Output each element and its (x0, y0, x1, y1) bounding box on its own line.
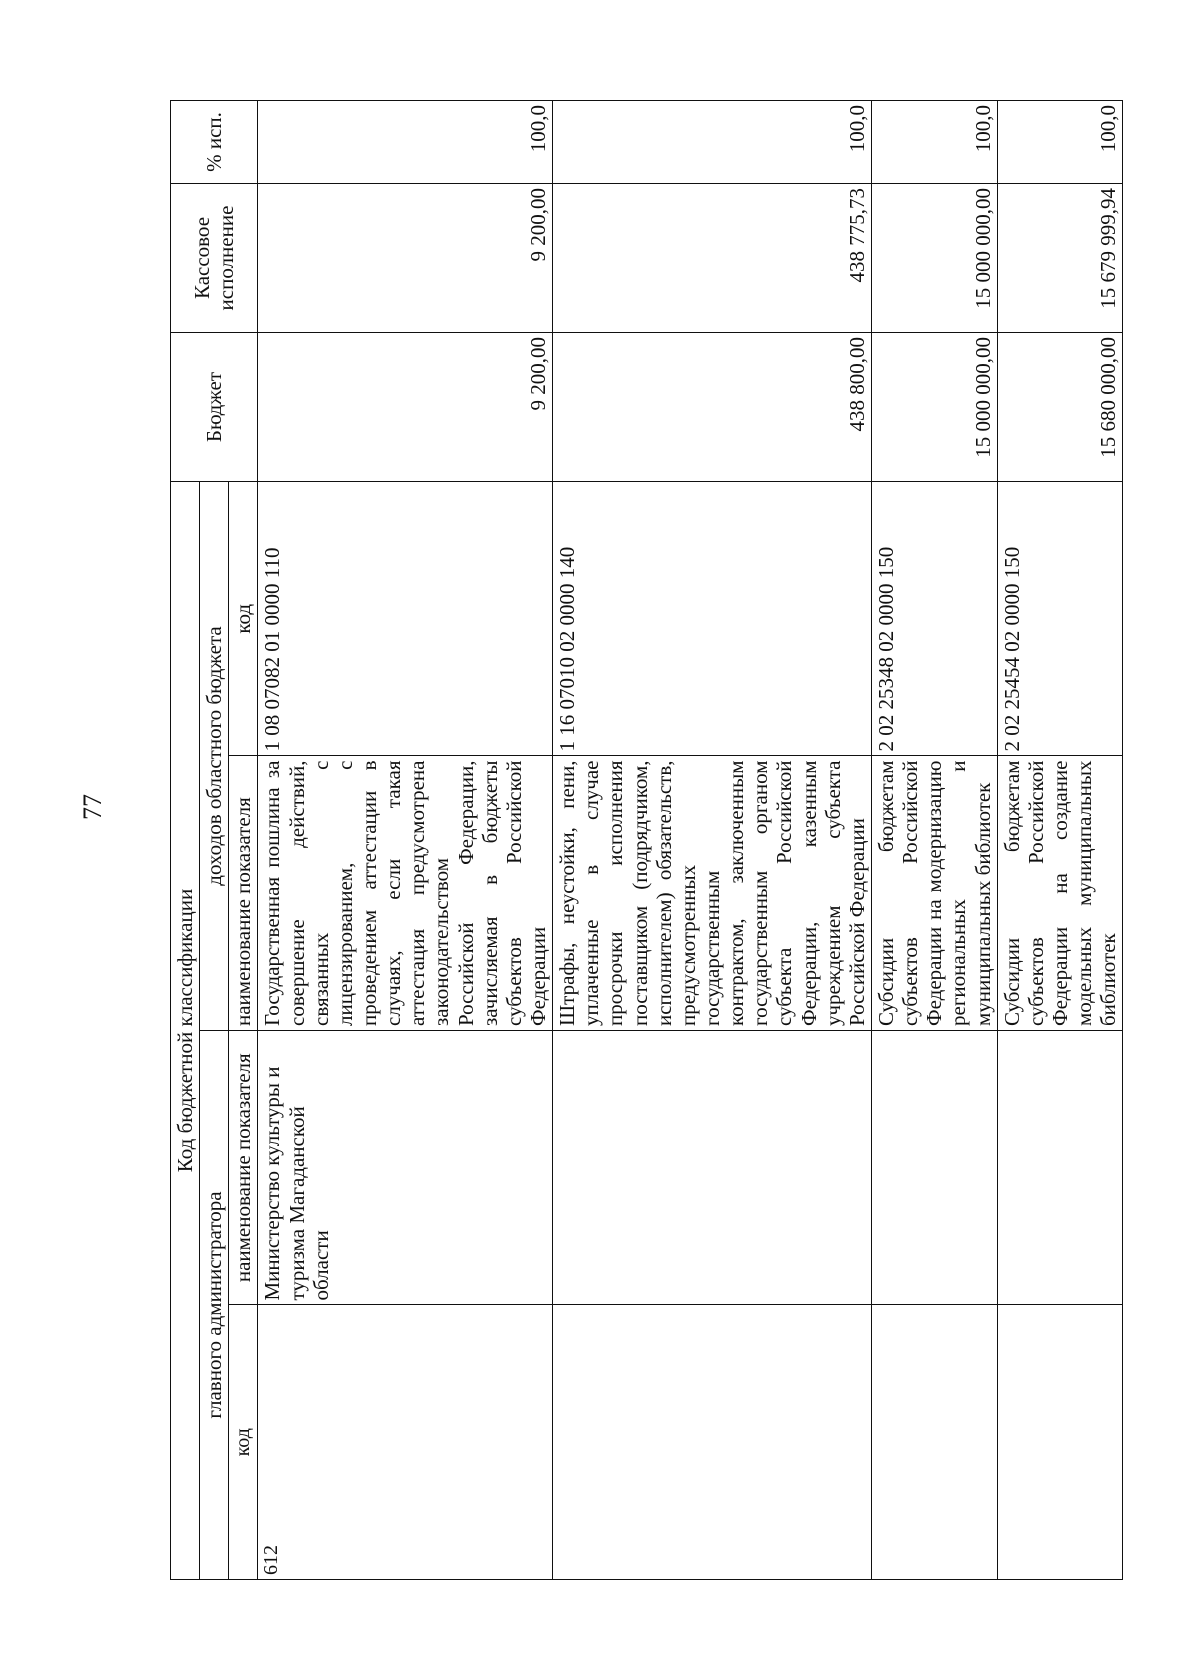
budget-cell: 15 000 000,00 (871, 333, 997, 482)
admin-name-cell (871, 1031, 997, 1306)
budget-cell: 9 200,00 (258, 333, 553, 482)
admin-group-header: главного администратора (200, 1031, 229, 1580)
income-name-header: наименование показателя (229, 756, 258, 1031)
cash-cell: 438 775,73 (553, 184, 872, 333)
income-name-cell: Субсидии бюджетам субъектов Российской Федерации на создание модельных муниципальных библиотек (997, 756, 1123, 1031)
admin-name-cell: Министерство культуры и туризма Магаданской области (258, 1031, 553, 1306)
admin-name-header: наименование показателя (229, 1031, 258, 1306)
budget-cell: 15 680 000,00 (997, 333, 1123, 482)
cash-header: Кассовое исполнение (171, 184, 258, 333)
rotated-table-container (170, 100, 1121, 1580)
cash-cell: 15 679 999,94 (997, 184, 1123, 333)
cash-cell: 9 200,00 (258, 184, 553, 333)
budget-table (170, 100, 1123, 1580)
admin-code-cell: 612 (258, 1305, 553, 1580)
income-code-cell: 1 16 07010 02 0000 140 (553, 482, 872, 757)
pct-cell: 100,0 (553, 101, 872, 184)
income-code-header: код (229, 482, 258, 757)
admin-name-cell (553, 1031, 872, 1306)
table-row (997, 101, 1123, 1580)
admin-name-cell (997, 1031, 1123, 1306)
pct-header: % исп. (171, 101, 258, 184)
income-name-cell: Субсидии бюджетам субъектов Российской Федерации на модернизацию региональных и муниципальных библиотек (871, 756, 997, 1031)
pct-cell: 100,0 (871, 101, 997, 184)
page-number: 77 (78, 794, 107, 820)
table-row (871, 101, 997, 1580)
cash-cell: 15 000 000,00 (871, 184, 997, 333)
income-name-cell: Государственная пошлина за совершение действий, связанных с лицензированием, с проведением аттестации в случаях, если такая аттестация предусмотрена законодательством Российской Федерации, зачисляемая в бюджеты субъектов Российской Федерации (258, 756, 553, 1031)
income-name-cell: Штрафы, неустойки, пени, уплаченные в случае просрочки исполнения поставщиком (подрядчиком, исполнителем) обязательств, предусмотренных государственным контрактом, заключенным государственным органом субъекта Российской Федерации, казенным учреждением субъекта Российской Федерации (553, 756, 872, 1031)
pct-cell: 100,0 (258, 101, 553, 184)
admin-code-cell (871, 1305, 997, 1580)
pct-cell: 100,0 (997, 101, 1123, 184)
table-row (258, 101, 553, 1580)
admin-code-cell (553, 1305, 872, 1580)
income-code-cell: 1 08 07082 01 0000 110 (258, 482, 553, 757)
income-code-cell: 2 02 25454 02 0000 150 (997, 482, 1123, 757)
budget-cell: 438 800,00 (553, 333, 872, 482)
table-row (553, 101, 872, 1580)
admin-code-header: код (229, 1305, 258, 1580)
admin-code-cell (997, 1305, 1123, 1580)
income-group-header: доходов областного бюджета (200, 482, 229, 1031)
classification-header: Код бюджетной классификации (171, 482, 200, 1580)
income-code-cell: 2 02 25348 02 0000 150 (871, 482, 997, 757)
budget-header: Бюджет (171, 333, 258, 482)
